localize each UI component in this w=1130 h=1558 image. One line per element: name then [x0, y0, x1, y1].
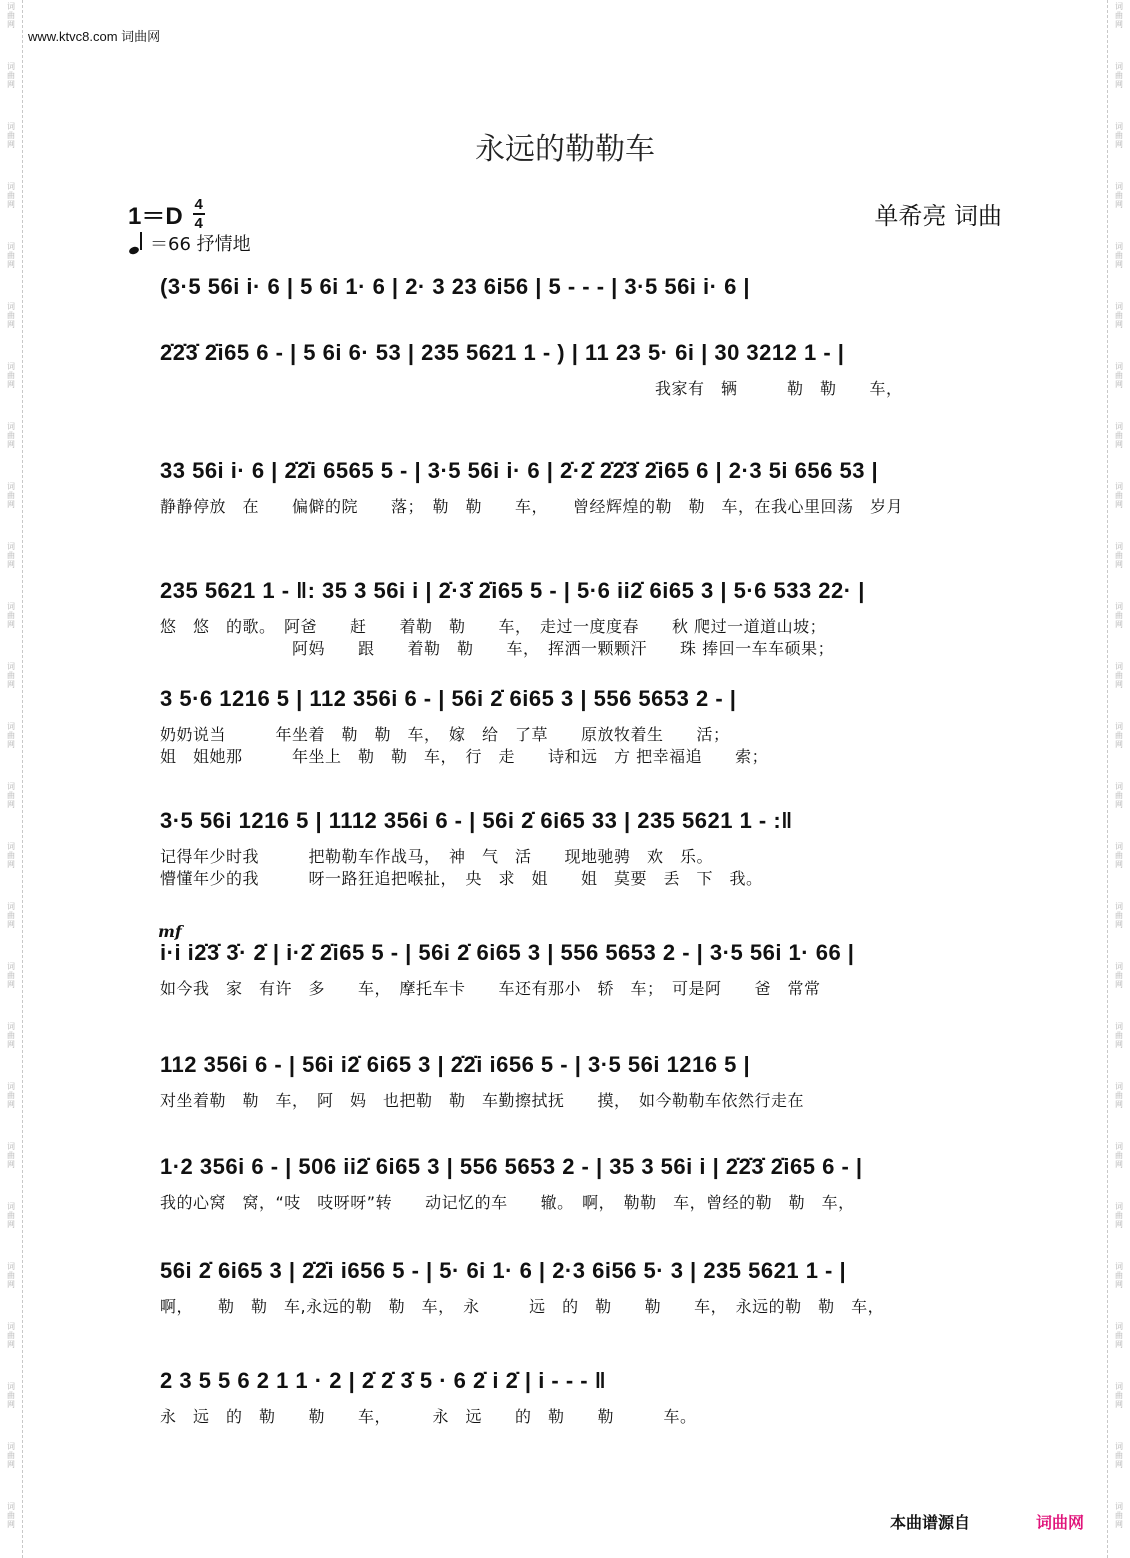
notation-row: 3 5·6 1216 5 | 112 356i 6 - | 56i 2̇ 6i65 3 | 556 5653 2 - |: [160, 686, 737, 711]
score-line: [160, 272, 1006, 302]
watermark-glyphs: 词曲网: [7, 422, 15, 449]
tempo-text: ＝66 抒情地: [150, 234, 251, 255]
watermark-glyphs: 词曲网: [7, 62, 15, 89]
watermark-glyphs: 词曲网: [1115, 182, 1123, 209]
site-url: www.ktvc8.com 词曲网: [28, 29, 161, 44]
watermark-glyphs: 词曲网: [7, 1082, 15, 1109]
watermark-glyphs: 词曲网: [7, 662, 15, 689]
watermark-glyphs: 词曲网: [1115, 122, 1123, 149]
notation-row: 3·5 56i 1216 5 | 1112 356i 6 - | 56i 2̇ 6i65 33 | 235 5621 1 - :‖: [160, 808, 793, 833]
footer-source-label: 本曲谱源自: [890, 1513, 971, 1532]
watermark-glyphs: 词曲网: [7, 602, 15, 629]
page-title: 永远的勒勒车: [475, 132, 655, 167]
watermark-glyphs: 词曲网: [7, 1022, 15, 1049]
watermark-glyphs: 词曲网: [7, 782, 15, 809]
watermark-glyphs: 词曲网: [7, 1262, 15, 1289]
watermark-glyphs: 词曲网: [7, 122, 15, 149]
watermark-glyphs: 词曲网: [7, 2, 15, 29]
footer-site-link[interactable]: 词曲网: [1036, 1513, 1085, 1532]
watermark-glyphs: 词曲网: [1115, 602, 1123, 629]
lyric-row: 懵懂年少的我 呀一路狂追把喉扯， 央 求 姐 姐 莫要 丢 下 我。: [160, 869, 763, 888]
lyric-row: 奶奶说当 年坐着 勒 勒 车， 嫁 给 了草 原放牧着生 活；: [160, 725, 730, 744]
watermark-glyphs: 词曲网: [7, 962, 15, 989]
quarter-note-icon: [128, 232, 146, 254]
watermark-glyphs: 词曲网: [1115, 1142, 1123, 1169]
watermark-glyphs: 词曲网: [1115, 782, 1123, 809]
watermark-glyphs: 词曲网: [7, 1502, 15, 1529]
watermark-glyphs: 词曲网: [7, 302, 15, 329]
watermark-glyphs: 词曲网: [7, 1442, 15, 1469]
notation-row: 2̇2̇3̇ 2̇i65 6 - | 5 6i 6· 53 | 235 5621 1 - ) | 11 23 5· 6i | 30 3212 1 - |: [160, 340, 845, 365]
score-line: [160, 1050, 1006, 1112]
watermark-glyphs: 词曲网: [1115, 422, 1123, 449]
key-signature: [128, 196, 205, 231]
watermark-glyphs: 词曲网: [1115, 1082, 1123, 1109]
time-signature: [193, 197, 205, 231]
score-line: [160, 684, 1006, 768]
watermark-glyphs: 词曲网: [1115, 62, 1123, 89]
notation-row: 235 5621 1 - ‖: 35 3 56i i | 2̇·3̇ 2̇i65 5 - | 5·6 ii2̇ 6i65 3 | 5·6 533 22· |: [160, 578, 865, 603]
lyric-row: 悠 悠 的歌。 阿爸 赶 着勒 勒 车， 走过一度度春 秋 爬过一道道山坡；: [160, 617, 827, 636]
watermark-glyphs: 词曲网: [1115, 1442, 1123, 1469]
tempo-marking: [128, 230, 251, 256]
watermark-glyphs: 词曲网: [7, 1322, 15, 1349]
watermark-glyphs: 词曲网: [1115, 1322, 1123, 1349]
watermark-glyphs: 词曲网: [1115, 1382, 1123, 1409]
lyric-row: 姐 姐她那 年坐上 勒 勒 车， 行 走 诗和远 方 把幸福追 索；: [160, 747, 769, 766]
time-sig-top: 4: [194, 195, 203, 213]
watermark-glyphs: 词曲网: [1115, 662, 1123, 689]
lyric-row: 如今我 家 有许 多 车， 摩托车卡 车还有那小 轿 车； 可是阿 爸 常常: [160, 979, 821, 998]
notation-row: (3·5 56i i· 6 | 5 6i 1· 6 | 2· 3 23 6i56 | 5 - - - | 3·5 56i i· 6 |: [160, 274, 751, 299]
watermark-glyphs: 词曲网: [7, 1202, 15, 1229]
lyric-row: 啊， 勒 勒 车,永远的勒 勒 车， 永 远 的 勒 勒 车， 永远的勒 勒 车，: [160, 1297, 885, 1316]
notation-row: 2 3 5 5 6 2 1 1 · 2 | 2̇ 2̇ 3̇ 5 · 6 2̇ i 2̇ | i - - - ‖: [160, 1368, 607, 1393]
score-line: [160, 576, 1006, 660]
watermark-glyphs: 词曲网: [1115, 362, 1123, 389]
watermark-glyphs: 词曲网: [1115, 242, 1123, 269]
watermark-glyphs: 词曲网: [1115, 542, 1123, 569]
score-line: [160, 1152, 1006, 1214]
watermark-glyphs: 词曲网: [7, 542, 15, 569]
watermark-glyphs: 词曲网: [1115, 722, 1123, 749]
lyric-row: 对坐着勒 勒 车， 阿 妈 也把勒 勒 车勤擦拭抚 摸， 如今勒勒车依然行走在: [160, 1091, 805, 1110]
watermark-glyphs: 词曲网: [1115, 482, 1123, 509]
lyric-row: 记得年少时我 把勒勒车作战马， 神 气 活 现地驰骋 欢 乐。: [160, 847, 714, 866]
watermark-glyphs: 词曲网: [7, 182, 15, 209]
watermark-glyphs: 词曲网: [7, 1142, 15, 1169]
lyric-row: 阿妈 跟 着勒 勒 车， 挥洒一颗颗汗 珠 捧回一车车硕果；: [160, 639, 835, 658]
watermark-glyphs: 词曲网: [7, 482, 15, 509]
watermark-glyphs: 词曲网: [1115, 962, 1123, 989]
watermark-glyphs: 词曲网: [1115, 1502, 1123, 1529]
time-sig-bottom: 4: [194, 214, 203, 232]
watermark-glyphs: 词曲网: [1115, 1202, 1123, 1229]
key-label: 1＝D: [128, 203, 183, 230]
watermark-glyphs: 词曲网: [1115, 1022, 1123, 1049]
watermark-glyphs: 词曲网: [1115, 902, 1123, 929]
watermark-glyphs: 词曲网: [7, 362, 15, 389]
lyric-row: 静静停放 在 偏僻的院 落； 勒 勒 车， 曾经辉煌的勒 勒 车，在我心里回荡 岁月: [160, 497, 904, 516]
dynamic-marking: mf: [158, 922, 182, 941]
score-line: [160, 338, 1006, 400]
composer-credit: 单希亮 词曲: [874, 202, 1002, 230]
watermark-glyphs: 词曲网: [7, 1382, 15, 1409]
watermark-glyphs: 词曲网: [1115, 302, 1123, 329]
notation-row: 112 356i 6 - | 56i i2̇ 6i65 3 | 2̇2̇i i656 5 - | 3·5 56i 1216 5 |: [160, 1052, 751, 1077]
score-line: [160, 456, 1006, 518]
notation-row: 56i 2̇ 6i65 3 | 2̇2̇i i656 5 - | 5· 6i 1· 6 | 2·3 6i56 5· 3 | 235 5621 1 - |: [160, 1258, 847, 1283]
notation-row: 33 56i i· 6 | 2̇2̇i 6565 5 - | 3·5 56i i· 6 | 2̇·2̇ 2̇2̇3̇ 2̇i65 6 | 2·3 5i 656 53 |: [160, 458, 879, 483]
watermark-glyphs: 词曲网: [1115, 1262, 1123, 1289]
watermark-glyphs: 词曲网: [1115, 842, 1123, 869]
notation-row: i·i i2̇3̇ 3̇· 2̇ | i·2̇ 2̇i65 5 - | 56i 2̇ 6i65 3 | 556 5653 2 - | 3·5 56i 1· 66 |: [160, 940, 855, 965]
watermark-glyphs: 词曲网: [1115, 2, 1123, 29]
watermark-glyphs: 词曲网: [7, 842, 15, 869]
score-line: [160, 806, 1006, 890]
lyric-row: 我家有 辆 勒 勒 车，: [160, 379, 903, 398]
lyric-row: 我的心窝 窝，“吱 吱呀呀”转 动记忆的车 辙。 啊， 勒勒 车，曾经的勒 勒 车，: [160, 1193, 855, 1212]
score-line: [160, 1366, 1006, 1428]
notation-row: 1·2 356i 6 - | 506 ii2̇ 6i65 3 | 556 5653 2 - | 35 3 56i i | 2̇2̇3̇ 2̇i65 6 - |: [160, 1154, 863, 1179]
lyric-row: 永 远 的 勒 勒 车， 永 远 的 勒 勒 车。: [160, 1407, 697, 1426]
watermark-glyphs: 词曲网: [7, 902, 15, 929]
score-line: [160, 1256, 1006, 1318]
score-line: [160, 938, 1006, 1000]
watermark-glyphs: 词曲网: [7, 722, 15, 749]
watermark-glyphs: 词曲网: [7, 242, 15, 269]
